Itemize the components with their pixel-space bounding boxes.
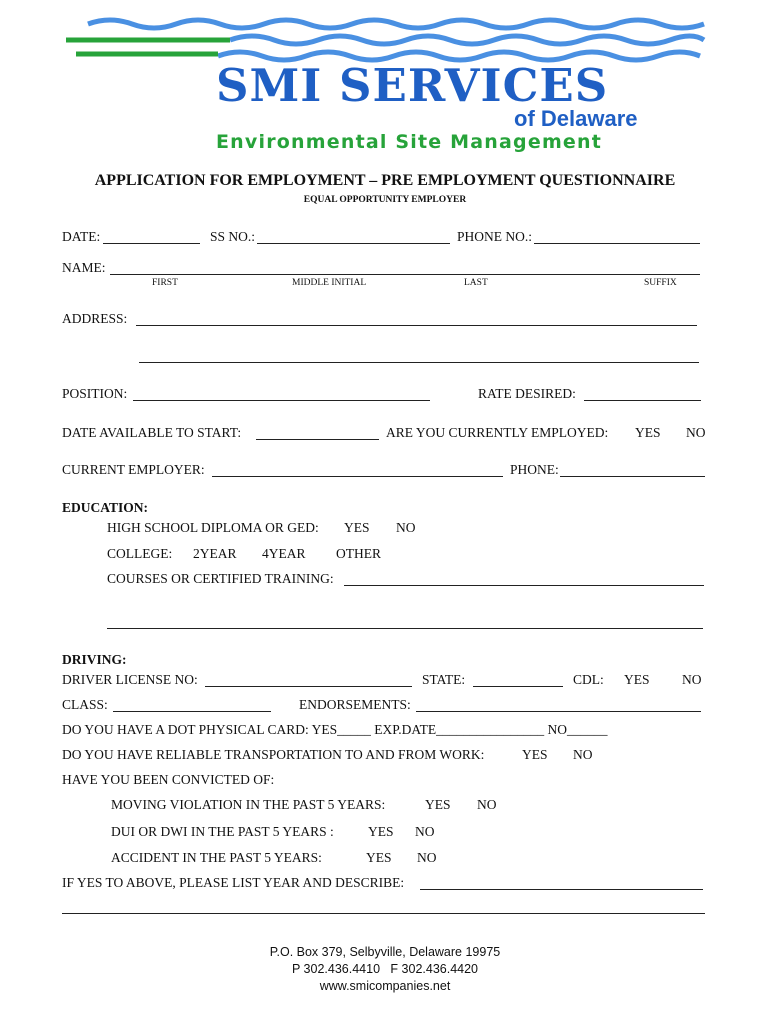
moving-no[interactable]: NO bbox=[477, 797, 497, 812]
endorsements-label: ENDORSEMENTS: bbox=[299, 697, 411, 712]
transport-yes[interactable]: YES bbox=[522, 747, 548, 762]
state-label: STATE: bbox=[422, 672, 466, 687]
courses-label: COURSES OR CERTIFIED TRAINING: bbox=[107, 571, 334, 586]
dot-question[interactable]: DO YOU HAVE A DOT PHYSICAL CARD: YES_____ EXP.DATE________________ NO______ bbox=[62, 722, 608, 737]
ss-label: SS NO.: bbox=[210, 229, 256, 244]
college-4year[interactable]: 4YEAR bbox=[262, 546, 306, 561]
footer-phones: P 302.436.4410 F 302.436.4420 bbox=[291, 962, 479, 976]
college-label: COLLEGE: bbox=[107, 546, 173, 561]
employer-phone-field[interactable] bbox=[560, 476, 705, 477]
date-label: DATE: bbox=[62, 229, 101, 244]
hs-no[interactable]: NO bbox=[396, 520, 416, 535]
courses-field-2[interactable] bbox=[107, 628, 703, 629]
college-2year[interactable]: 2YEAR bbox=[193, 546, 237, 561]
endorsements-field[interactable] bbox=[416, 711, 701, 712]
transport-no[interactable]: NO bbox=[573, 747, 593, 762]
driving-heading: DRIVING: bbox=[62, 652, 127, 667]
date-field[interactable] bbox=[103, 243, 200, 244]
position-label: POSITION: bbox=[62, 386, 128, 401]
transport-question: DO YOU HAVE RELIABLE TRANSPORTATION TO AND FROM WORK: bbox=[62, 747, 485, 762]
address-field-1[interactable] bbox=[136, 325, 697, 326]
current-employer-label: CURRENT EMPLOYER: bbox=[62, 462, 205, 477]
name-label: NAME: bbox=[62, 260, 106, 275]
logo-name: SMI SERVICES bbox=[216, 59, 609, 112]
page-subtitle: EQUAL OPPORTUNITY EMPLOYER bbox=[303, 195, 467, 205]
phone-field[interactable] bbox=[534, 243, 700, 244]
logo-sub: of Delaware bbox=[514, 106, 638, 131]
class-field[interactable] bbox=[113, 711, 271, 712]
available-field[interactable] bbox=[256, 439, 379, 440]
employed-label: ARE YOU CURRENTLY EMPLOYED: bbox=[386, 425, 609, 440]
employed-no[interactable]: NO bbox=[686, 425, 706, 440]
rate-label: RATE DESIRED: bbox=[478, 386, 576, 401]
ss-field[interactable] bbox=[257, 243, 450, 244]
dui-label: DUI OR DWI IN THE PAST 5 YEARS : bbox=[111, 824, 334, 839]
employer-phone-label: PHONE: bbox=[510, 462, 559, 477]
license-field[interactable] bbox=[205, 686, 412, 687]
last-label: LAST bbox=[464, 278, 488, 288]
courses-field-1[interactable] bbox=[344, 585, 704, 586]
convicted-label: HAVE YOU BEEN CONVICTED OF: bbox=[62, 772, 275, 787]
describe-field-1[interactable] bbox=[420, 889, 703, 890]
accident-no[interactable]: NO bbox=[417, 850, 437, 865]
first-label: FIRST bbox=[152, 278, 178, 288]
phone-label: PHONE NO.: bbox=[457, 229, 533, 244]
footer-website[interactable]: www.smicompanies.net bbox=[319, 979, 451, 993]
class-label: CLASS: bbox=[62, 697, 108, 712]
cdl-label: CDL: bbox=[573, 672, 604, 687]
cdl-yes[interactable]: YES bbox=[624, 672, 650, 687]
suffix-label: SUFFIX bbox=[644, 278, 677, 288]
moving-label: MOVING VIOLATION IN THE PAST 5 YEARS: bbox=[111, 797, 386, 812]
middle-label: MIDDLE INITIAL bbox=[292, 278, 367, 288]
hs-label: HIGH SCHOOL DIPLOMA OR GED: bbox=[107, 520, 319, 535]
hs-yes[interactable]: YES bbox=[344, 520, 370, 535]
address-label: ADDRESS: bbox=[62, 311, 128, 326]
accident-yes[interactable]: YES bbox=[366, 850, 392, 865]
cdl-no[interactable]: NO bbox=[682, 672, 702, 687]
logo-tagline: Environmental Site Management bbox=[216, 131, 603, 153]
footer-address: P.O. Box 379, Selbyville, Delaware 19975 bbox=[269, 945, 501, 959]
dui-yes[interactable]: YES bbox=[368, 824, 394, 839]
describe-label: IF YES TO ABOVE, PLEASE LIST YEAR AND DESCRIBE: bbox=[62, 875, 405, 890]
moving-yes[interactable]: YES bbox=[425, 797, 451, 812]
address-field-2[interactable] bbox=[139, 362, 699, 363]
name-field[interactable] bbox=[110, 274, 700, 275]
college-other[interactable]: OTHER bbox=[336, 546, 381, 561]
page-title: APPLICATION FOR EMPLOYMENT – PRE EMPLOYMENT QUESTIONNAIRE bbox=[94, 172, 676, 189]
describe-field-2[interactable] bbox=[62, 913, 705, 914]
dui-no[interactable]: NO bbox=[415, 824, 435, 839]
position-field[interactable] bbox=[133, 400, 430, 401]
state-field[interactable] bbox=[473, 686, 563, 687]
current-employer-field[interactable] bbox=[212, 476, 503, 477]
accident-label: ACCIDENT IN THE PAST 5 YEARS: bbox=[111, 850, 322, 865]
available-label: DATE AVAILABLE TO START: bbox=[62, 425, 242, 440]
education-heading: EDUCATION: bbox=[62, 500, 149, 515]
license-label: DRIVER LICENSE NO: bbox=[62, 672, 198, 687]
employed-yes[interactable]: YES bbox=[635, 425, 661, 440]
rate-field[interactable] bbox=[584, 400, 701, 401]
